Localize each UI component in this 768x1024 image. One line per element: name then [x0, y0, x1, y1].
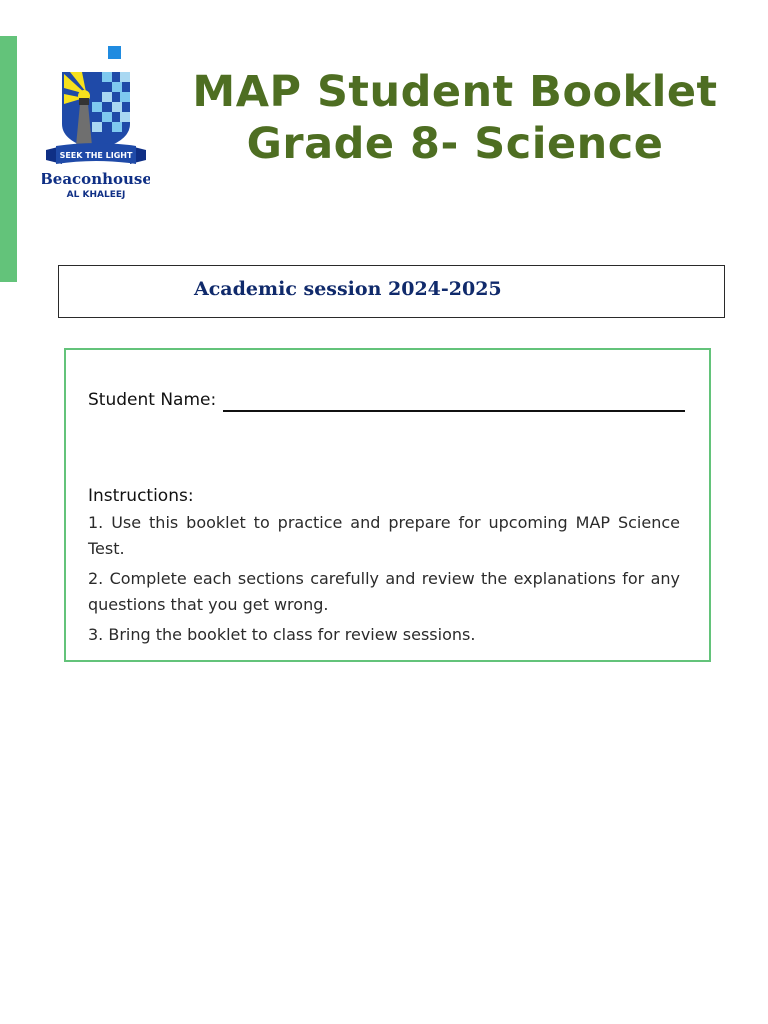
academic-session-box	[58, 265, 725, 318]
svg-text:AL KHALEEJ: AL KHALEEJ	[66, 190, 126, 200]
booklet-title	[150, 66, 760, 170]
student-info-box	[64, 348, 711, 662]
school-logo	[42, 42, 150, 202]
instructions-list	[88, 510, 680, 652]
student-name-label: Student Name:	[88, 390, 217, 410]
instructions-heading: Instructions:	[88, 486, 194, 506]
svg-text:Beaconhouse: Beaconhouse	[42, 170, 150, 188]
title-line-2: Grade 8- Science	[246, 119, 664, 169]
student-name-row	[88, 390, 688, 414]
title-line-1: MAP Student Booklet	[192, 67, 718, 117]
instruction-item: 3. Bring the booklet to class for review sessions.	[88, 625, 476, 644]
instruction-item: 1. Use this booklet to practice and prepare for upcoming MAP Science Test.	[88, 513, 680, 558]
svg-text:SEEK THE LIGHT: SEEK THE LIGHT	[59, 151, 133, 160]
instruction-item: 2. Complete each sections carefully and review the explanations for any questions that you get wrong.	[88, 569, 680, 614]
green-side-bar	[0, 36, 17, 282]
beaconhouse-logo-icon	[42, 42, 150, 202]
academic-session-text: Academic session 2024-2025	[194, 278, 502, 300]
student-name-field[interactable]	[223, 410, 685, 412]
